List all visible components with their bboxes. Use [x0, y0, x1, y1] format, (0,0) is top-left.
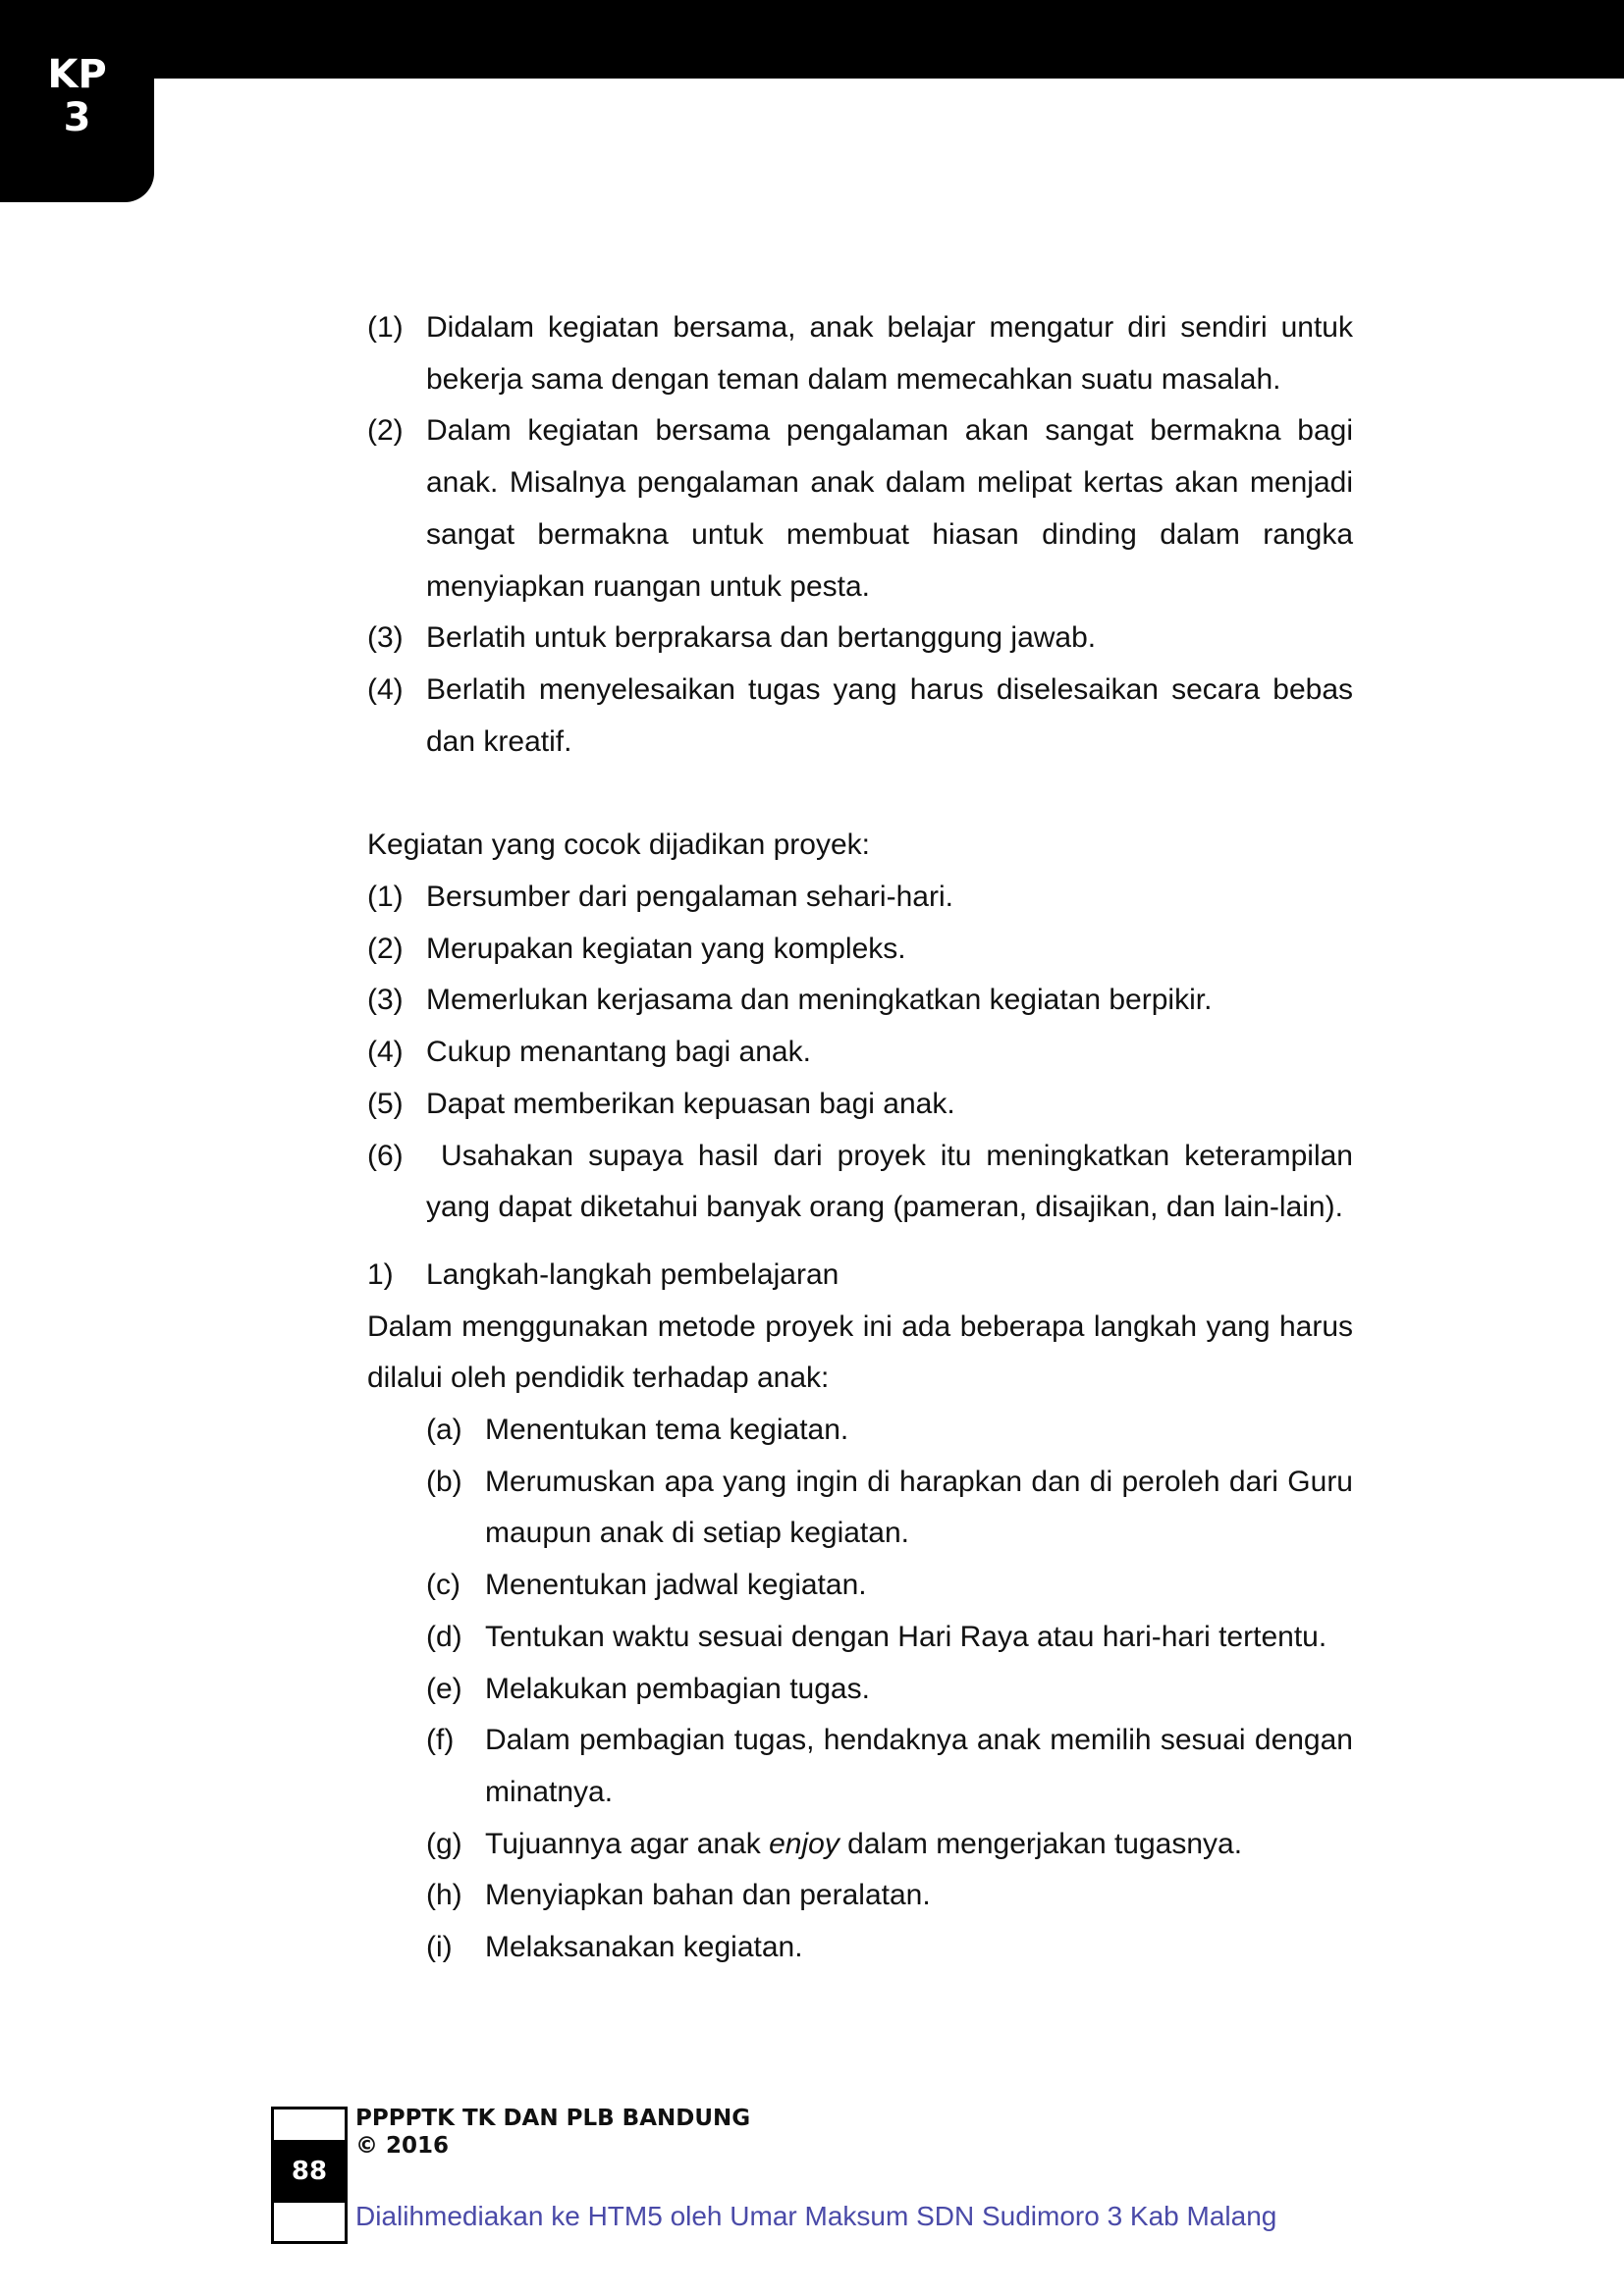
list-item-text	[485, 1819, 1353, 1871]
list-item	[426, 1819, 1353, 1871]
list-item-number: (5)	[367, 1087, 404, 1120]
list-item-text: Menentukan tema kegiatan.	[485, 1414, 849, 1447]
list-item-number: (3)	[367, 984, 404, 1017]
list-item-text: Usahakan supaya hasil dari proyek itu meningkatkan keterampilan yang dapat diketahui banyak orang (pameran, disajikan, dan lain-lain).	[426, 1139, 1362, 1224]
list-item	[367, 872, 1353, 924]
list-item-number: (g)	[426, 1827, 462, 1860]
list-item	[426, 1922, 1353, 1974]
page-body	[367, 302, 1362, 1974]
list-item	[426, 1715, 1353, 1818]
list-item-text: Merumuskan apa yang ingin di harapkan dan di peroleh dari Guru maupun anak di setiap kegiatan.	[485, 1465, 1353, 1550]
list-item	[367, 665, 1353, 768]
list-item	[367, 1131, 1362, 1234]
list-item-number: (i)	[426, 1931, 453, 1964]
list-item-text: Didalam kegiatan bersama, anak belajar mengatur diri sendiri untuk bekerja sama dengan teman dalam memecahkan suatu masalah.	[426, 311, 1353, 396]
list-item-text: Melakukan pembagian tugas.	[485, 1672, 870, 1705]
steps-list	[367, 1405, 1353, 1974]
list-item-number: (b)	[426, 1465, 462, 1498]
list-item-number: (2)	[367, 932, 404, 965]
list-item-number: (a)	[426, 1414, 462, 1447]
list-item	[426, 1664, 1353, 1716]
list-item-number: (4)	[367, 1036, 404, 1069]
list-item	[367, 1027, 1353, 1079]
list-item-text: Merupakan kegiatan yang kompleks.	[426, 932, 906, 965]
list-item-text: Menyiapkan bahan dan peralatan.	[485, 1879, 931, 1912]
section-heading	[367, 1250, 1353, 1302]
list-item-text: Melaksanakan kegiatan.	[485, 1931, 803, 1964]
list-item-number: (d)	[426, 1620, 462, 1653]
page-number: 88	[271, 2140, 348, 2203]
list-item-text: Berlatih menyelesaikan tugas yang harus diselesaikan secara bebas dan kreatif.	[426, 672, 1353, 758]
list-item-text: Tentukan waktu sesuai dengan Hari Raya atau hari-hari tertentu.	[485, 1620, 1327, 1653]
list-item	[367, 1079, 1353, 1131]
list-item-text: Cukup menantang bagi anak.	[426, 1036, 811, 1069]
list-item	[426, 1457, 1353, 1560]
list-item-text: Dalam kegiatan bersama pengalaman akan sangat bermakna bagi anak. Misalnya pengalaman anak dalam melipat kertas akan menjadi sangat bermakna untuk membuat hiasan dinding dalam rangka menyiapkan ruangan untuk pesta.	[426, 414, 1353, 603]
chapter-tab	[0, 0, 154, 202]
list-item-number: (f)	[426, 1724, 455, 1757]
chapter-tab-label: KP	[47, 52, 107, 97]
benefit-list	[367, 302, 1353, 768]
list-item-number: (3)	[367, 621, 404, 655]
list-item-text: Menentukan jadwal kegiatan.	[485, 1569, 867, 1602]
list-item-text-after: dalam mengerjakan tugasnya.	[839, 1827, 1243, 1860]
list-item-text: Bersumber dari pengalaman sehari-hari.	[426, 881, 953, 914]
footer-credit: Dialihmediakan ke HTM5 oleh Umar Maksum SDN Sudimoro 3 Kab Malang	[355, 2201, 1277, 2231]
list-item-text: Dalam pembagian tugas, hendaknya anak memilih sesuai dengan minatnya.	[485, 1724, 1353, 1808]
list-item-number: (h)	[426, 1879, 462, 1912]
footer-copyright: © 2016	[355, 2133, 450, 2159]
list-item	[367, 924, 1353, 976]
list-item-number: (e)	[426, 1672, 462, 1705]
list-item-number: (6)	[367, 1139, 404, 1172]
list-item	[426, 1612, 1353, 1664]
list-item-number: (1)	[367, 881, 404, 914]
list-item	[367, 405, 1353, 613]
section-number: 1)	[367, 1257, 394, 1291]
header-bar	[0, 0, 1624, 79]
list-item	[426, 1560, 1353, 1612]
list-item-number: (4)	[367, 672, 404, 706]
list-item	[367, 975, 1353, 1027]
section-intro: Dalam menggunakan metode proyek ini ada beberapa langkah yang harus dilalui oleh pendidik terhadap anak:	[367, 1309, 1353, 1395]
section-title: Langkah-langkah pembelajaran	[426, 1257, 839, 1291]
chapter-tab-number: 3	[63, 95, 91, 140]
list-item-text-italic: enjoy	[769, 1827, 839, 1860]
list-item-text: Memerlukan kerjasama dan meningkatkan kegiatan berpikir.	[426, 984, 1213, 1017]
list-item	[367, 613, 1353, 665]
list-item	[426, 1405, 1353, 1457]
list-item-number: (2)	[367, 414, 404, 448]
list-item-text-before: Tujuannya agar anak	[485, 1827, 770, 1860]
list-item-text: Berlatih untuk berprakarsa dan bertanggung jawab.	[426, 621, 1097, 655]
list-item-text: Dapat memberikan kepuasan bagi anak.	[426, 1087, 955, 1120]
list-item-number: (c)	[426, 1569, 460, 1602]
project-activity-list	[367, 872, 1362, 1234]
list-item	[367, 302, 1353, 405]
footer-org-name: PPPPTK TK DAN PLB BANDUNG	[355, 2106, 751, 2131]
list-item-number: (1)	[367, 311, 404, 344]
footer-organization	[355, 2105, 750, 2160]
list-item	[426, 1870, 1353, 1922]
project-activity-heading: Kegiatan yang cocok dijadikan proyek:	[367, 828, 870, 862]
